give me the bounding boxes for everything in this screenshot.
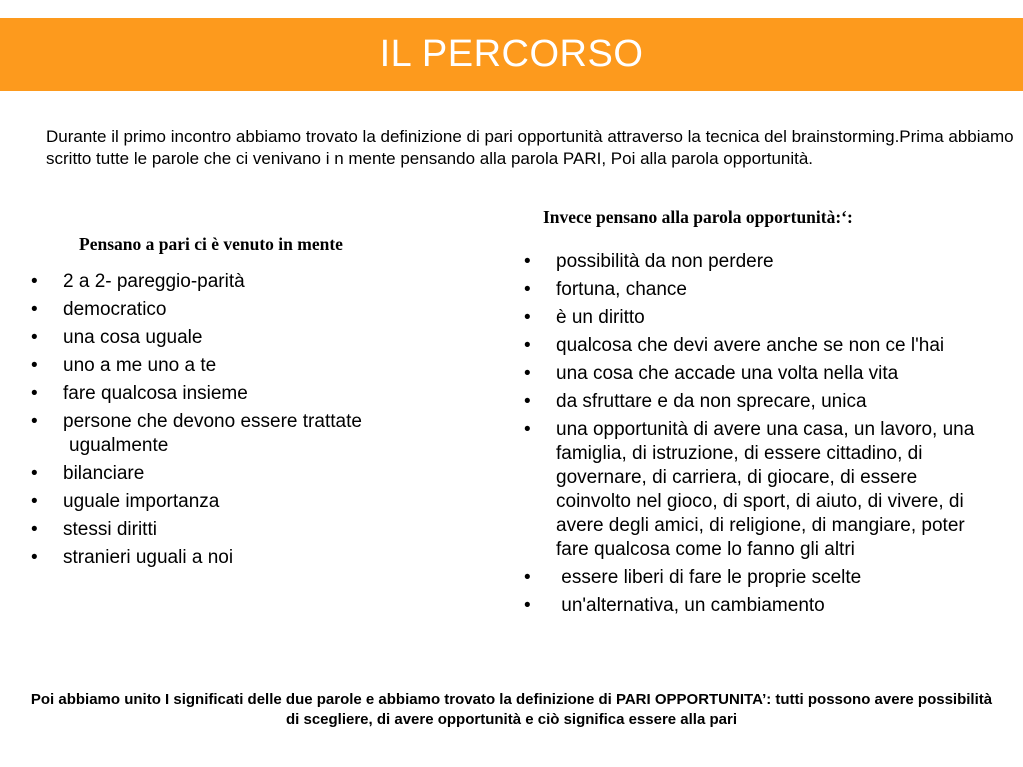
list-item: • democratico	[29, 298, 449, 322]
list-item: • una cosa che accade una volta nella vita	[522, 362, 997, 386]
intro-paragraph: Durante il primo incontro abbiamo trovato la definizione di pari opportunità attraverso la tecnica del brainstorming.Prima abbiamo scritto tutte le parole che ci venivano i n mente pensando alla parola PARI, Poi alla parola opportunità.	[46, 127, 1014, 168]
left-bullet-list	[29, 270, 449, 574]
list-item: • persone che devono essere trattate ugualmente	[29, 410, 449, 458]
list-item: • essere liberi di fare le proprie scelte	[522, 566, 997, 590]
list-item: • possibilità da non perdere	[522, 250, 997, 274]
left-column-heading: Pensano a pari ci è venuto in mente	[79, 234, 343, 254]
list-item-continuation: ugualmente	[69, 435, 169, 456]
list-item: • è un diritto	[522, 306, 997, 330]
list-item: • da sfruttare e da non sprecare, unica	[522, 390, 997, 414]
list-item: • fare qualcosa insieme	[29, 382, 449, 406]
right-bullet-list	[522, 250, 997, 622]
list-item: • stranieri uguali a noi	[29, 546, 449, 570]
list-item: • uno a me uno a te	[29, 354, 449, 378]
conclusion-text: Poi abbiamo unito I significati delle due parole e abbiamo trovato la definizione di PARI OPPORTUNITA’: tutti possono avere possibilità di scegliere, di avere opportunità e ciò significa essere alla pari	[30, 691, 993, 728]
list-item: • una cosa uguale	[29, 326, 449, 350]
list-item: • qualcosa che devi avere anche se non ce l'hai	[522, 334, 997, 358]
list-item: • bilanciare	[29, 462, 449, 486]
list-item: • stessi diritti	[29, 518, 449, 542]
title-bar	[0, 18, 1023, 91]
slide-title: IL PERCORSO	[379, 33, 644, 75]
list-item: • fortuna, chance	[522, 278, 997, 302]
list-item: • 2 a 2- pareggio-parità	[29, 270, 449, 294]
right-column-heading: Invece pensano alla parola opportunità:‘:	[543, 207, 853, 227]
list-item: • un'alternativa, un cambiamento	[522, 594, 997, 618]
list-item: • uguale importanza	[29, 490, 449, 514]
list-item: • una opportunità di avere una casa, un lavoro, una famiglia, di istruzione, di essere cittadino, di governare, di carriera, di giocare, di essere coinvolto nel gioco, di sport, di aiuto, di vivere, di avere degli amici, di religione, di mangiare, poter fare qualcosa come lo fanno gli altri	[522, 418, 997, 562]
